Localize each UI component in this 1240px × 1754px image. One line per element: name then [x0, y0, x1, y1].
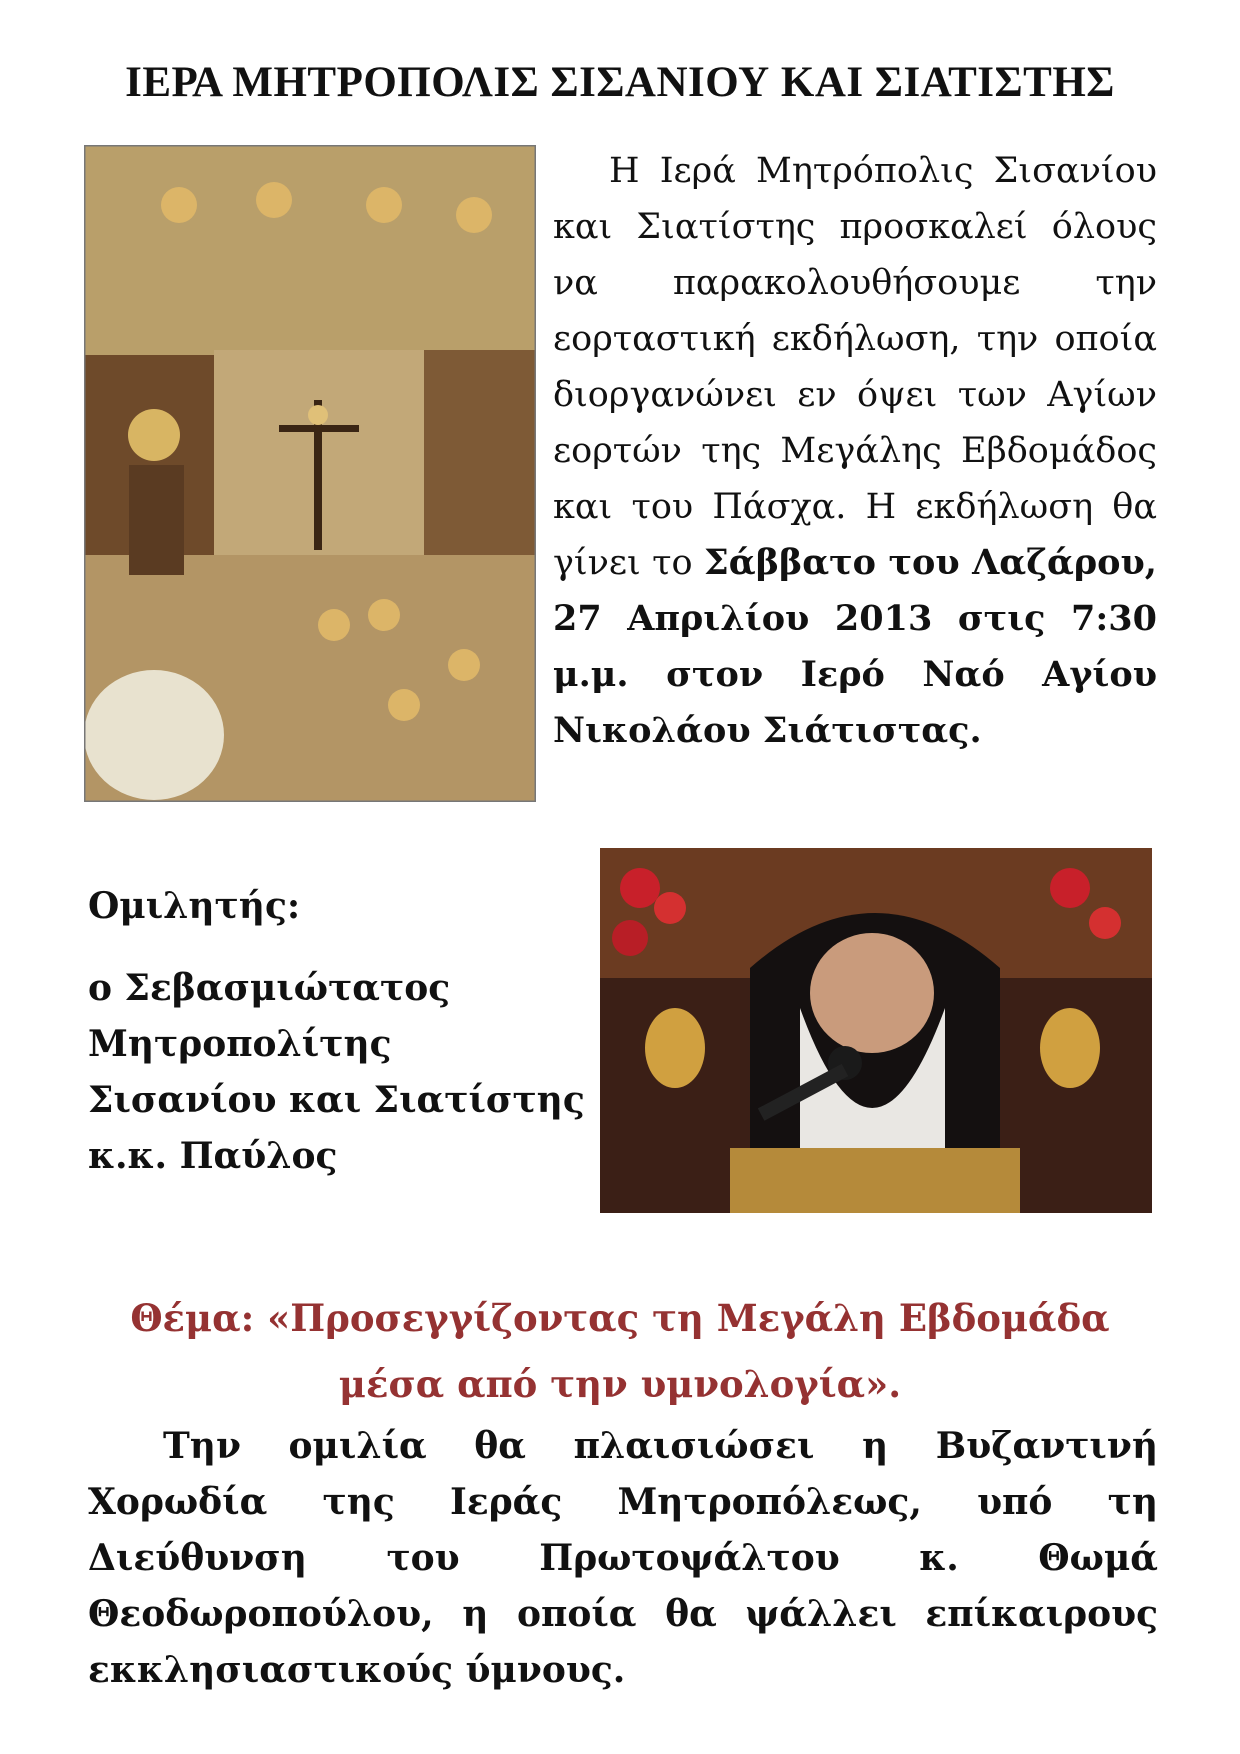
holy-week-icon-collage-image — [84, 145, 536, 802]
invitation-paragraph — [553, 143, 1157, 759]
speaker-photo — [600, 848, 1152, 1213]
speaker-name-line-2: Μητροπολίτης — [88, 1023, 392, 1065]
theme-line-2: μέσα από την υμνολογία». — [338, 1362, 902, 1406]
speaker-name-line-3: Σισανίου και Σιατίστης — [88, 1079, 585, 1121]
theme-heading — [0, 1285, 1240, 1417]
speaker-label: Ομιλητής: — [88, 885, 301, 927]
closing-paragraph — [88, 1418, 1158, 1698]
closing-text: Την ομιλία θα πλαισιώσει η Βυζαντινή Χορωδία της Ιεράς Μητροπόλεως, υπό τη Διεύθυνση του Πρωτοψάλτου κ. Θωμά Θεοδωροπούλου, η οποία θα ψάλλει επίκαιρους εκκλησιαστικούς ύμνους. — [88, 1425, 1158, 1691]
invitation-text: Η Ιερά Μητρόπολις Σισανίου και Σιατίστης προσκαλεί όλους να παρακολουθήσουμε την εορταστική εκδήλωση, την οποία διοργανώνει εν όψει των Αγίων εορτών της Μεγάλης Εβδομάδος και του Πάσχα. Η εκδήλωση θα γίνει το — [553, 151, 1157, 583]
theme-line-1: Θέμα: «Προσεγγίζοντας τη Μεγάλη Εβδομάδα — [130, 1296, 1110, 1340]
speaker-block — [88, 882, 608, 1184]
page-title: ΙΕΡΑ ΜΗΤΡΟΠΟΛΙΣ ΣΙΣΑΝΙΟΥ ΚΑΙ ΣΙΑΤΙΣΤΗΣ — [125, 59, 1115, 106]
event-details: Σάββατο του Λαζάρου, 27 Απριλίου 2013 στις 7:30 μ.μ. στον Ιερό Ναό Αγίου Νικολάου Σιάτιστας. — [553, 542, 1157, 751]
speaker-name-line-1: ο Σεβασμιώτατος — [88, 967, 451, 1009]
speaker-name-line-4: κ.κ. Παύλος — [88, 1135, 338, 1177]
